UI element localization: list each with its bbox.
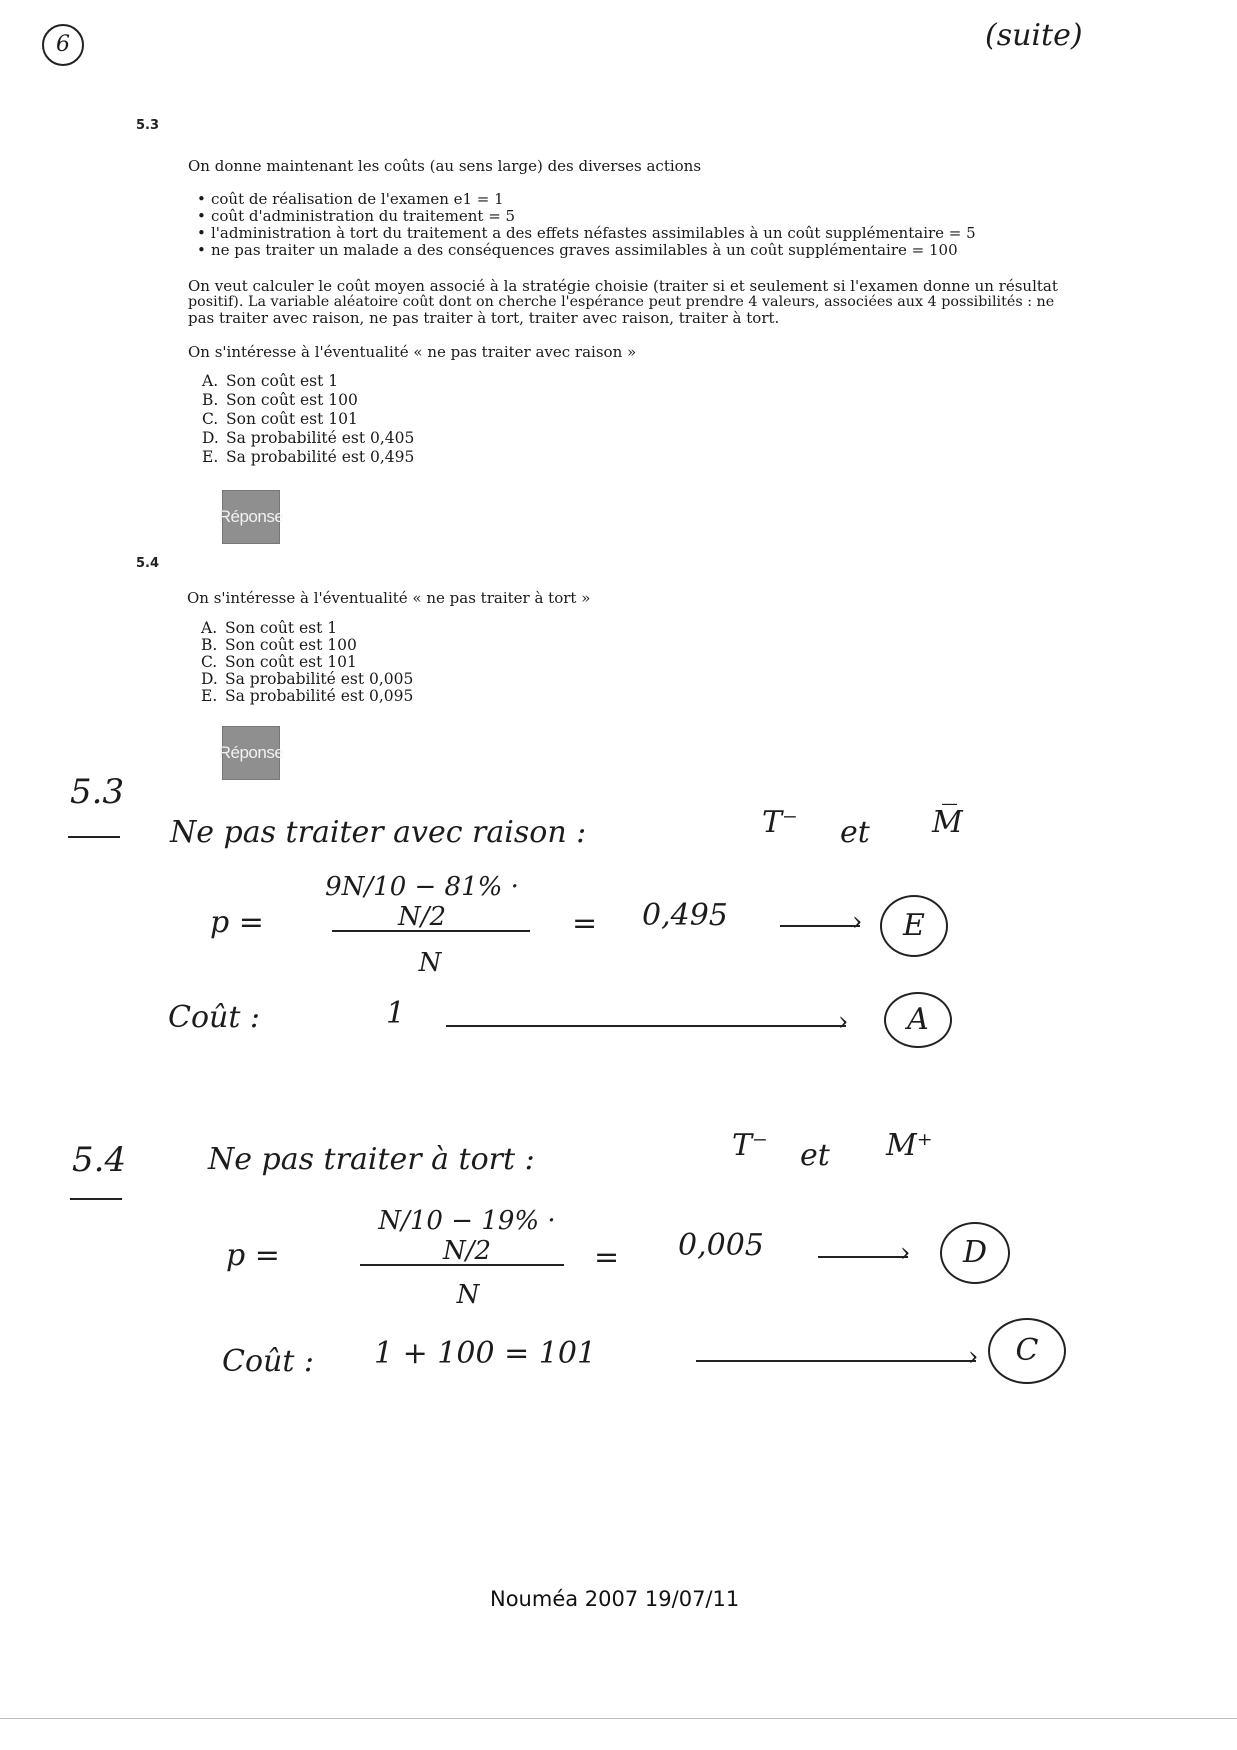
hw-and-5-3: et (840, 815, 870, 850)
hw-p-value-5-3: 0,495 (642, 898, 728, 933)
choice-d[interactable]: D. Sa probabilité est 0,005 (201, 670, 414, 688)
question-5-3-paragraph (188, 278, 1058, 326)
choice-b[interactable]: B. Son coût est 100 (201, 636, 357, 654)
question-5-4-prompt: On s'intéresse à l'éventualité « ne pas traiter à tort » (187, 589, 591, 607)
choice-c[interactable]: C. Son coût est 101 (201, 653, 357, 671)
hw-arrow-p-5-3 (780, 925, 860, 927)
hw-p-value-5-4: 0,005 (678, 1228, 764, 1263)
choice-b[interactable]: B. Son coût est 100 (202, 391, 358, 409)
list-item: • coût d'administration du traitement = 5 (194, 208, 976, 225)
hw-numerator-5-4: N/10 − 19% · N/2 (378, 1206, 556, 1266)
choice-e[interactable]: E. Sa probabilité est 0,095 (201, 687, 414, 705)
question-number-5-4: 5.4 (136, 556, 160, 571)
choice-e[interactable]: E. Sa probabilité est 0,495 (202, 448, 415, 466)
hw-p-label-5-3: p = (210, 905, 264, 940)
hw-cond1-5-3: T⁻ (762, 805, 798, 840)
hw-answer-circle-d: D (940, 1222, 1010, 1284)
hw-label-5-4: 5.4 (72, 1140, 127, 1180)
hw-denominator-5-3: N (418, 948, 442, 978)
hw-title-5-4: Ne pas traiter à tort : (208, 1142, 535, 1177)
question-5-3-prompt: On s'intéresse à l'éventualité « ne pas traiter avec raison » (188, 343, 637, 361)
hw-arrow-p-5-4 (818, 1256, 908, 1258)
paragraph-line: pas traiter avec raison, ne pas traiter à tort, traiter avec raison, traiter à tort. (188, 309, 780, 327)
hw-cost-value-5-4: 1 + 100 = 101 (374, 1336, 597, 1371)
hw-arrow-cost-5-4 (696, 1360, 976, 1362)
arrow-head-icon: › (838, 1007, 849, 1037)
bottom-divider (0, 1718, 1237, 1719)
continuation-note: (suite) (985, 18, 1083, 53)
page-number-circle (42, 24, 84, 66)
hw-cost-label-5-4: Coût : (222, 1344, 315, 1379)
question-5-3-choices (202, 372, 414, 467)
hw-fraction-bar-5-4 (360, 1264, 564, 1266)
hw-underline-5-4 (70, 1198, 122, 1200)
hw-answer-circle-c: C (988, 1318, 1066, 1384)
list-item: • l'administration à tort du traitement a des effets néfastes assimilables à un coût supplémentaire = 5 (194, 225, 976, 242)
hw-title-5-3: Ne pas traiter avec raison : (170, 815, 587, 850)
hw-p-label-5-4: p = (226, 1238, 280, 1273)
question-5-4-choices (201, 620, 413, 705)
arrow-head-icon: › (852, 907, 863, 937)
list-item: • ne pas traiter un malade a des conséquences graves assimilables à un coût supplémentaire = 100 (194, 242, 976, 259)
question-5-3-intro: On donne maintenant les coûts (au sens large) des diverses actions (188, 157, 702, 175)
arrow-head-icon: › (968, 1342, 979, 1372)
choice-a[interactable]: A. Son coût est 1 (201, 619, 338, 637)
choice-a[interactable]: A. Son coût est 1 (202, 372, 339, 390)
hw-arrow-cost-5-3 (446, 1025, 846, 1027)
choice-c[interactable]: C. Son coût est 101 (202, 410, 358, 428)
hw-cost-value-5-3: 1 (386, 996, 406, 1031)
hw-answer-circle-a: A (884, 992, 952, 1048)
hw-answer-circle-e: E (880, 895, 948, 957)
hw-and-5-4: et (800, 1138, 830, 1173)
hw-equals-5-3: = (572, 906, 598, 941)
hw-label-5-3: 5.3 (70, 772, 125, 812)
hw-cost-label-5-3: Coût : (168, 1000, 261, 1035)
hw-fraction-bar-5-3 (332, 930, 530, 932)
question-number-5-3: 5.3 (136, 118, 160, 133)
page-number: 6 (56, 32, 70, 57)
answer-button-5-4[interactable]: Réponse (222, 726, 280, 780)
hw-equals-5-4: = (594, 1240, 620, 1275)
arrow-head-icon: › (900, 1238, 911, 1268)
page-footer: Nouméa 2007 19/07/11 (490, 1587, 740, 1611)
hw-numerator-5-3: 9N/10 − 81% · N/2 (325, 872, 519, 932)
hw-underline-5-3 (68, 836, 120, 838)
choice-d[interactable]: D. Sa probabilité est 0,405 (202, 429, 415, 447)
cost-list (194, 191, 976, 259)
paragraph-line: positif). La variable aléatoire coût dont on cherche l'espérance peut prendre 4 valeurs, associées aux 4 possibilités : ne (188, 294, 1055, 310)
paragraph-line: On veut calculer le coût moyen associé à la stratégie choisie (traiter si et seulement si l'examen donne un résultat (188, 277, 1058, 295)
answer-button-5-3[interactable]: Réponse (222, 490, 280, 544)
hw-cond1-5-4: T⁻ (732, 1128, 768, 1163)
hw-cond2-5-4: M⁺ (886, 1128, 933, 1163)
hw-denominator-5-4: N (456, 1280, 480, 1310)
list-item: • coût de réalisation de l'examen e1 = 1 (194, 191, 976, 208)
hw-cond2-5-3: M̅ (932, 805, 963, 840)
